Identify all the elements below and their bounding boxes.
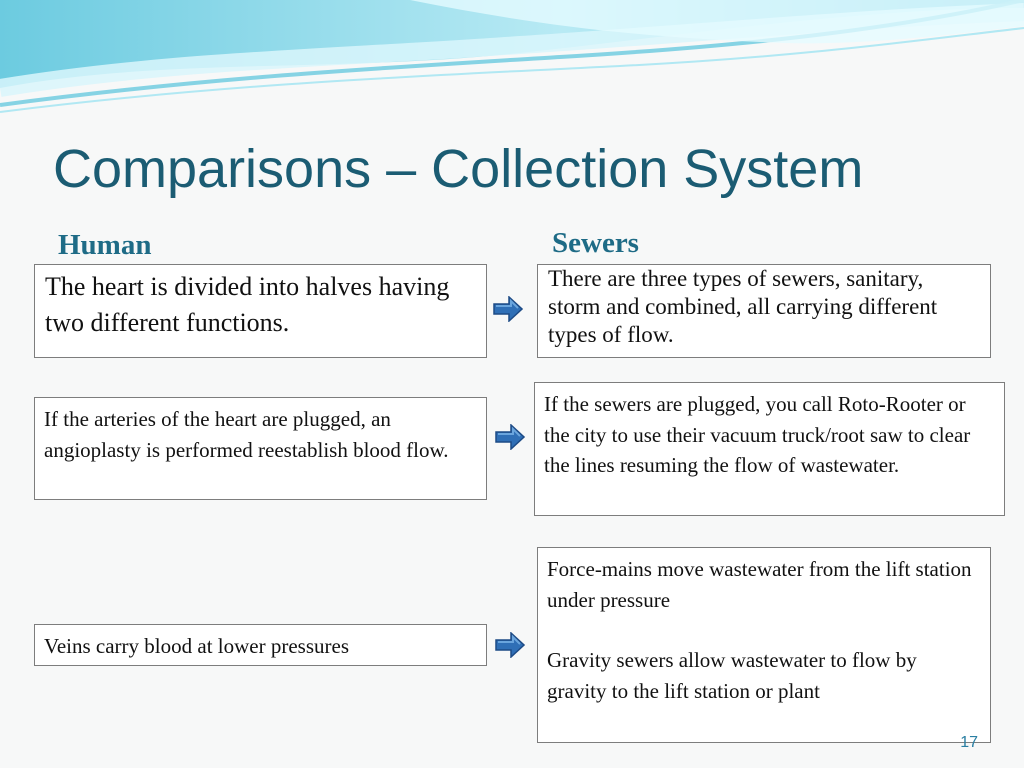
text-spacer: [547, 615, 981, 645]
sewer-mains-box: [537, 547, 991, 743]
right-arrow-icon: [495, 632, 525, 658]
human-column-heading: Human: [58, 229, 152, 261]
force-mains-text: Force-mains move wastewater from the lift station under pressure: [547, 557, 972, 612]
decorative-wave-header: [0, 0, 1024, 130]
human-heart-halves-text: The heart is divided into halves having two different functions.: [45, 272, 450, 337]
slide-title: Comparisons – Collection System: [53, 139, 864, 199]
sewer-types-box: [537, 264, 991, 358]
sewers-column-heading: Sewers: [552, 227, 639, 259]
gravity-sewers-text: Gravity sewers allow wastewater to flow by gravity to the lift station or plant: [547, 648, 917, 703]
human-arteries-box: [34, 397, 487, 500]
sewer-plugged-text: If the sewers are plugged, you call Roto-Rooter or the city to use their vacuum truck/root saw to clear the lines resuming the flow of wastewater.: [544, 392, 971, 477]
page-number: 17: [960, 734, 978, 751]
human-veins-box: [34, 624, 487, 666]
sewer-plugged-box: [534, 382, 1005, 516]
human-arteries-text: If the arteries of the heart are plugged, an angioplasty is performed reestablish blood flow.: [44, 407, 449, 462]
right-arrow-icon: [495, 424, 525, 450]
human-veins-text: Veins carry blood at lower pressures: [44, 634, 349, 658]
right-arrow-icon: [493, 296, 523, 322]
human-heart-halves-box: [34, 264, 487, 358]
sewer-types-text: There are three types of sewers, sanitary, storm and combined, all carrying different types of flow.: [548, 266, 938, 347]
